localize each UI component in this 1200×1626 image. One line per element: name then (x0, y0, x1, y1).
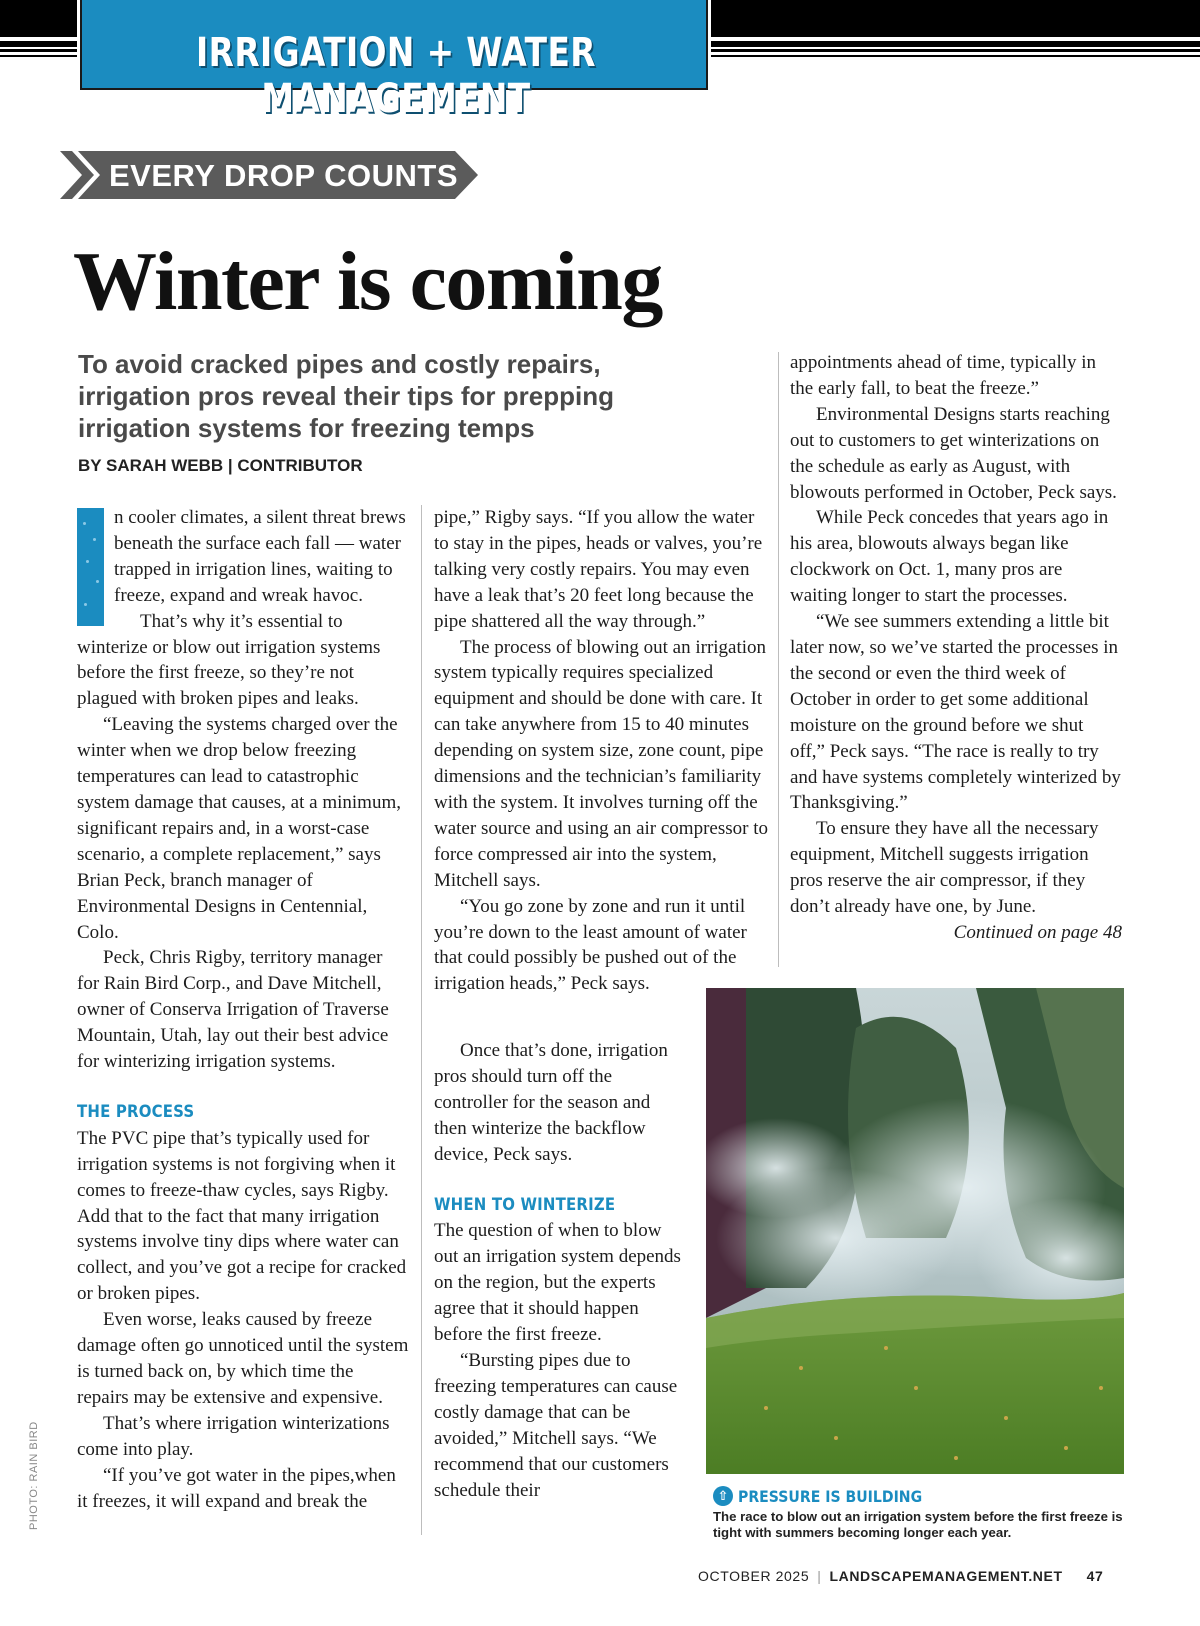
subhead-when-to-winterize: WHEN TO WINTERIZE (434, 1194, 616, 1215)
arrow-up-circle-icon: ⇧ (713, 1486, 733, 1506)
paragraph: To ensure they have all the necessary equipment, Mitchell suggests irrigation pros reserve the air compressor, if they don’t already have one, by June. (790, 818, 1099, 918)
paragraph: The process of blowing out an irrigation system typically requires specialized equipment and should be done with care. It can take anywhere from 15 to 40 minutes depending on system size, zone count, pipe dimensions and the technician’s familiarity with the system. It involves turning off the water source and using an air compressor to force compressed air into the system, Mitchell says. (434, 636, 768, 891)
page-footer: OCTOBER 2025 | LANDSCAPEMANAGEMENT.NET 47 (698, 1568, 1104, 1584)
paragraph: “Bursting pipes due to freezing temperatures can cause costly damage that can be avoided,” Mitchell says. “We recommend that our customers schedule their (434, 1349, 678, 1501)
article-column-1 (77, 505, 409, 1514)
caption-title: ⇧ PRESSURE IS BUILDING (713, 1486, 947, 1506)
subhead-the-process: THE PROCESS (77, 1101, 195, 1122)
article-column-3 (790, 350, 1122, 946)
paragraph: That’s why it’s essential to winterize or blow out irrigation systems before the first freeze, so they’re not plagued with broken pipes and leaks. (77, 610, 381, 710)
irrigation-blowout-photo (706, 988, 1124, 1474)
paragraph: While Peck concedes that years ago in his area, blowouts always began like clockwork on Oct. 1, many pros are waiting longer to start the processes. (790, 507, 1109, 607)
article-column-2 (434, 505, 769, 997)
page-number: 47 (1086, 1568, 1104, 1584)
paragraph: “Leaving the systems charged over the winter when we drop below freezing temperatures can lead to catastrophic system damage that causes, at a minimum, significant repairs and, in a worst-case scenario, a complete replacement,” says Brian Peck, branch manager of Environmental Designs in Centennial, Colo. (77, 714, 401, 943)
continued-line: Continued on page 48 (953, 921, 1122, 943)
paragraph: Once that’s done, irrigation pros should turn off the controller for the season and then winterize the backflow device, Peck says. (434, 1040, 668, 1165)
headline: Winter is coming (73, 235, 662, 328)
paragraph: The question of when to blow out an irrigation system depends on the region, but the experts agree that it should happen before the first freeze. (434, 1220, 681, 1346)
paragraph: Environmental Designs starts reaching out to customers to get winterizations on the schedule as early as August, with blowouts performed in October, Peck says. (790, 403, 1117, 503)
paragraph: “If you’ve got water in the pipes,when it freezes, it will expand and break the (77, 1464, 396, 1512)
drop-cap (77, 508, 104, 626)
paragraph-text: “You go zone by zone and run it until you’re down to the least amount of water that could possibly be pushed out of the irrigation heads,” Peck says. (434, 895, 747, 995)
byline: BY SARAH WEBB | CONTRIBUTOR (78, 456, 363, 475)
dek: To avoid cracked pipes and costly repairs, irrigation pros reveal their tips for prepping irrigation systems for freezing temps (78, 349, 614, 443)
photo-caption: The race to blow out an irrigation system before the first freeze is tight with summers becoming longer each year. (713, 1509, 1123, 1540)
column-divider (421, 505, 422, 1535)
paragraph (434, 894, 769, 998)
article-column-2-lower (434, 1038, 686, 1503)
column-divider (778, 352, 779, 967)
photo-credit: PHOTO: RAIN BIRD (28, 1421, 40, 1530)
paragraph: “We see summers extending a little bit later now, so we’ve started the processes in the second or even the third week of October in order to get some additional moisture on the ground before we shut off,” Peck says. “The race is really to try and have systems completely winterized by Thanksgiving.” (790, 611, 1121, 814)
paragraph: Even worse, leaks caused by freeze damage often go unnoticed until the system is turned back on, by which time the repairs may be extensive and expensive. (77, 1309, 409, 1408)
paragraph-text: n cooler climates, a silent threat brews beneath the surface each fall — water trapped in irrigation lines, waiting to freeze, expand and wreak havoc. (114, 507, 406, 606)
paragraph: appointments ahead of time, typically in the early fall, to beat the freeze.” (790, 352, 1097, 399)
section-banner (77, 0, 711, 122)
kicker-text: EVERY DROP COUNTS (109, 158, 459, 193)
section-title: IRRIGATION + WATER MANAGEMENT (196, 30, 596, 122)
paragraph: That’s where irrigation winterizations come into play. (77, 1412, 390, 1460)
paragraph (77, 505, 409, 609)
site-url: LANDSCAPEMANAGEMENT.NET (829, 1568, 1063, 1584)
paragraph: Peck, Chris Rigby, territory manager for Rain Bird Corp., and Dave Mitchell, owner of Conserva Irrigation of Traverse Mountain, Utah, lay out their best advice for winterizing irrigation systems. (77, 947, 389, 1073)
paragraph: The PVC pipe that’s typically used for irrigation systems is not forgiving when it comes to freeze-thaw cycles, says Rigby. Add that to the fact that many irrigation systems involve tiny dips where water can collect, and you’ve got a recipe for cracked or broken pipes. (77, 1127, 407, 1305)
paragraph: pipe,” Rigby says. “If you allow the water to stay in the pipes, heads or valves, you’re talking very costly repairs. You may even have a leak that’s 20 feet long because the pipe shattered all the way through.” (434, 507, 763, 632)
issue-date: OCTOBER 2025 (698, 1568, 810, 1584)
